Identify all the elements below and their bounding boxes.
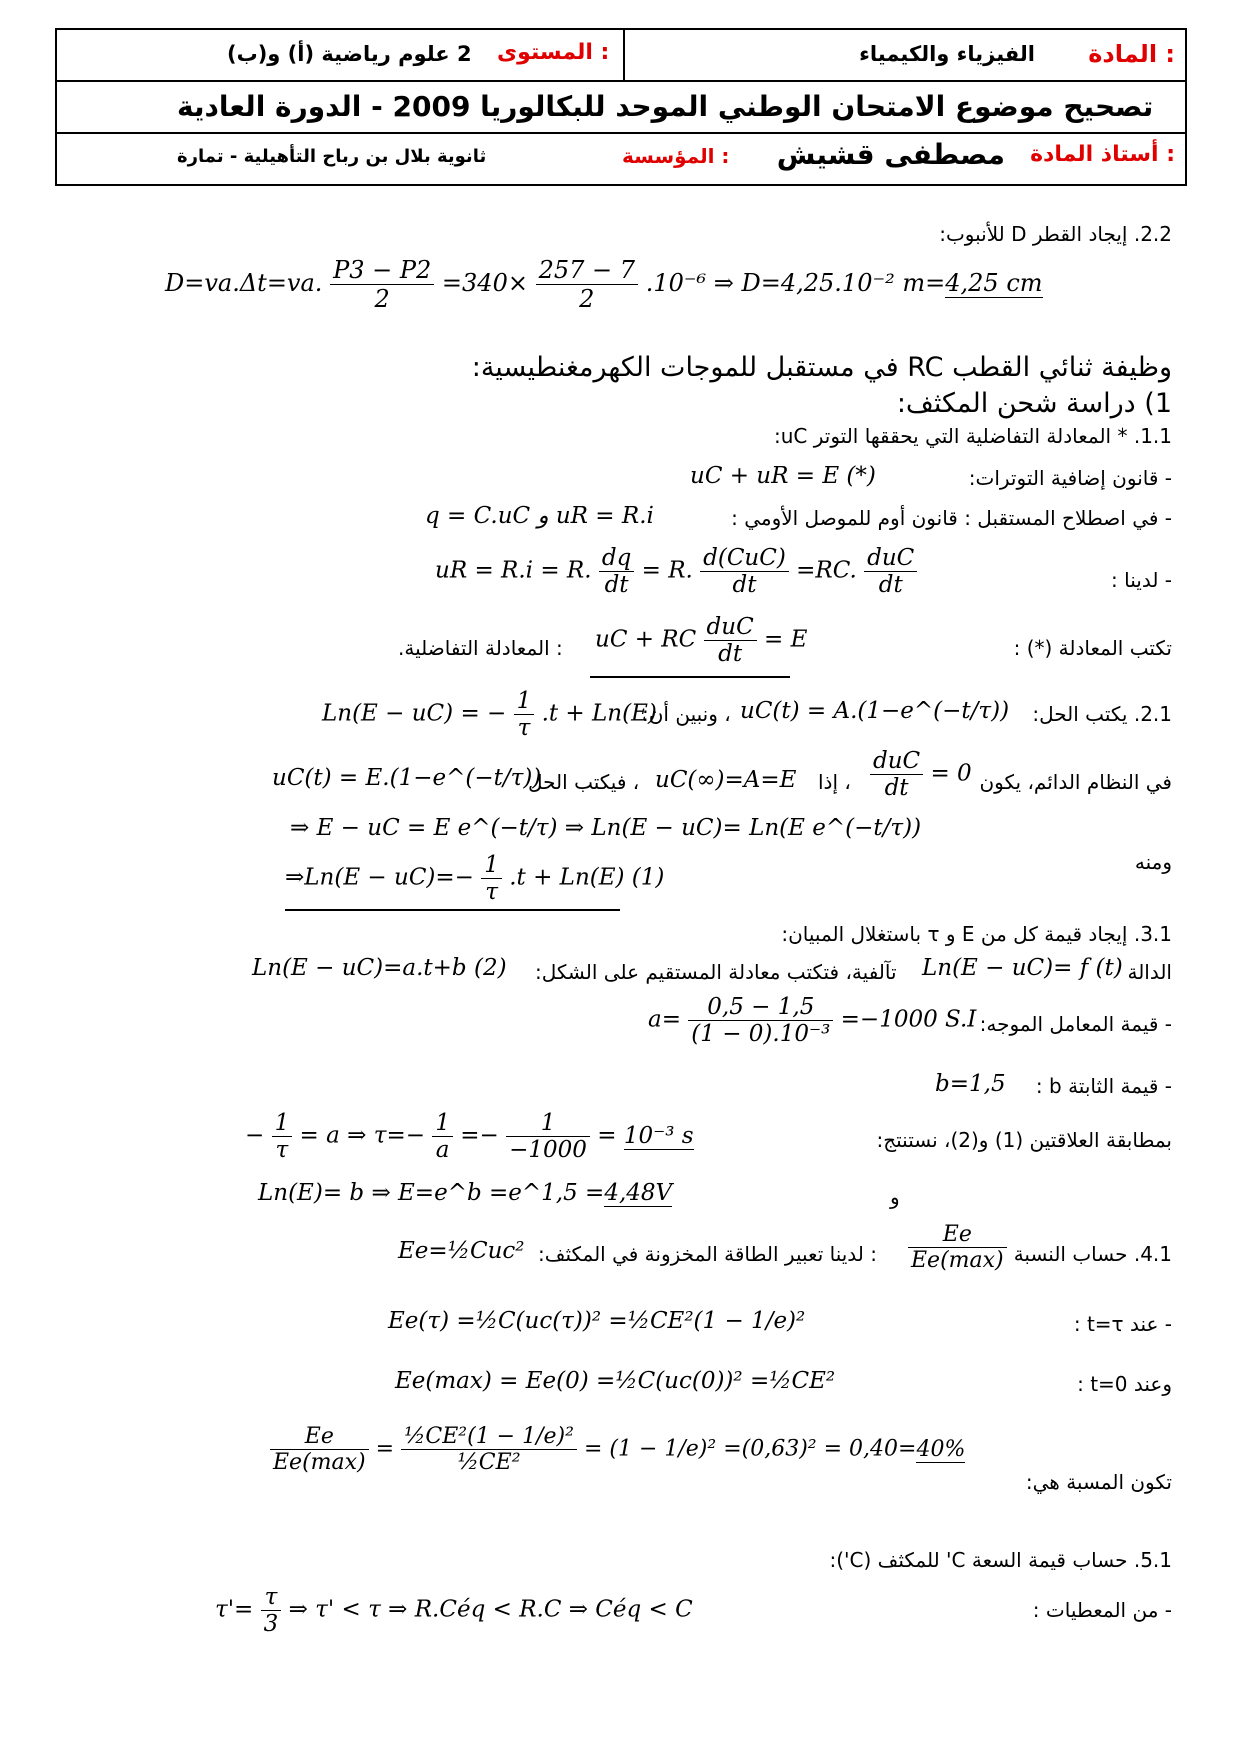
sub1-title: 1) دراسة شحن المكثف: xyxy=(896,388,1172,419)
s31-line-eq: Ln(E − uC)=a.t+b (2) xyxy=(252,955,507,981)
teacher-name: مصطفى قشيش xyxy=(776,138,1005,171)
header-row-teacher xyxy=(57,134,1185,184)
s51-eq: τ'= $\frac{\tau}{3}$ ⇒ τ' < τ ⇒ R.Céq < R.C ⇒ Céq < C xyxy=(215,1584,693,1637)
s31-E-result: 4,48V xyxy=(604,1180,673,1206)
s21-steady-eq: $\frac{\text{duC}}{dt}$ = 0 xyxy=(870,748,972,801)
s41-label: 4.1. حساب النسبة xyxy=(1013,1242,1172,1266)
header-row-title xyxy=(57,82,1185,134)
s41-energy: Ee=½Cuc² xyxy=(398,1238,525,1264)
s11-add-label: - قانون إضافية التوترات: xyxy=(968,466,1172,490)
s11-diff-label: : المعادلة التفاضلية. xyxy=(398,636,563,660)
s41-text: : لدينا تعبير الطاقة المخزونة في المكثف: xyxy=(538,1242,877,1266)
s51-given-label: - من المعطيات : xyxy=(1032,1598,1172,1622)
school-label: المؤسسة : xyxy=(622,144,730,168)
teacher-label: أستاذ المادة : xyxy=(1030,142,1175,167)
s31-title: 3.1. إيجاد قيمة كل من E و τ باستغلال المبيان: xyxy=(781,922,1172,946)
s31-slope-eq: a= $\frac{0,5 - 1,5}{\text{(1 − 0).10⁻³}}$ =−1000 S.I xyxy=(648,994,977,1047)
subject-label: المادة : xyxy=(1088,40,1175,68)
s21-show: ، ونبين أن: xyxy=(642,702,731,726)
school-value: ثانوية بلال بن رباح التأهيلية - تمارة xyxy=(177,146,487,167)
s41-at-0-label: وعند t=0 : xyxy=(1077,1372,1172,1396)
s21-underline xyxy=(285,909,620,911)
s31-slope-label: - قيمة المعامل الموجه: xyxy=(979,1012,1172,1036)
s21-sol-label: ، فيكتب الحل xyxy=(528,770,640,794)
s21-step2: ⇒Ln(E − uC)=− $\frac{1}{\tau}$ .t + Ln(E) (1) xyxy=(285,852,665,905)
header-table xyxy=(55,28,1187,186)
s11-write-label: تكتب المعادلة (*) : xyxy=(1013,636,1172,660)
s31-b-label: - قيمة الثابتة b : xyxy=(1035,1074,1172,1098)
s21-sol2: uC(t) = E.(1−e^(−t/τ)) xyxy=(272,765,542,791)
s41-ratio-result: 40% xyxy=(916,1436,966,1462)
subject-value: الفيزياء والكيمياء xyxy=(859,42,1035,66)
s11-ohm-eq: q = C.uC و uR = R.i xyxy=(425,503,654,529)
s22-equation: D=va.Δt=va. $\frac{P3 - P2}{2}$ =340× $\frac{257 - 7}{2}$ .10⁻⁶ ⇒ D=4,25.10⁻² m=4,25 cm xyxy=(165,256,1043,313)
s22-title: 2.2. إيجاد القطر D للأنبوب: xyxy=(939,222,1172,246)
s31-E-eq: Ln(E)= b ⇒ E=e^b =e^1,5 =4,48V xyxy=(258,1180,673,1206)
s11-have-label: - لدينا : xyxy=(1111,568,1172,592)
s21-step1: ⇒ E − uC = E e^(−t/τ) ⇒ Ln(E − uC)= Ln(E e^(−t/τ)) xyxy=(290,815,922,841)
s21-steady-label: في النظام الدائم، يكون xyxy=(979,770,1172,794)
s21-sol: uC(t) = A.(1−e^(−t/τ)) xyxy=(740,698,1010,724)
s31-compare-label: بمطابقة العلاقتين (1) و(2)، نستنتج: xyxy=(876,1128,1172,1152)
part-title: وظيفة ثنائي القطب RC في مستقبل للموجات الكهرمغنطيسية: xyxy=(471,352,1172,383)
s31-and: و xyxy=(890,1185,900,1209)
s51-title: 5.1. حساب قيمة السعة C' للمكثف (C'): xyxy=(829,1548,1172,1572)
s21-hence: ومنه xyxy=(1134,850,1172,874)
exam-title: تصحيح موضوع الامتحان الوطني الموحد للبكالوريا 2009 - الدورة العادية xyxy=(177,90,1154,123)
s21-label: 2.1. يكتب الحل: xyxy=(1032,702,1172,726)
s11-title: 1.1. * المعادلة التفاضلية التي يحققها التوتر uC: xyxy=(774,424,1172,448)
level-label: المستوى : xyxy=(497,40,610,65)
s11-ohm-label: - في اصطلاح المستقبل : قانون أوم للموصل الأومي : xyxy=(731,506,1172,530)
s41-at-tau-eq: Ee(τ) =½C(uc(τ))² =½CE²(1 − 1/e)² xyxy=(388,1308,806,1334)
s11-have-eq: uR = R.i = R. $\frac{dq}{dt}$ = R. $\frac{\text{d(CuC)}}{dt}$ =RC. $\frac{\text{duC}}{dt}$ xyxy=(435,545,917,598)
header-row-subject xyxy=(57,30,1185,82)
s21-eq: Ln(E − uC) = − $\frac{1}{\tau}$ .t + Ln(E) xyxy=(322,688,657,741)
s31-tau-result: 10⁻³ s xyxy=(623,1122,694,1149)
s41-ratio-label: تكون المسبة هي: xyxy=(1025,1470,1172,1494)
s41-at-tau-label: - عند t=τ : xyxy=(1073,1312,1172,1336)
s41-ratio-eq: $\frac{Ee}{Ee(\max)}$ = $\frac{\text{½CE²(1 − 1/e)²}}{\text{½CE²}}$ = (1 − 1/e)² =(0,63)² = 0,40=40% xyxy=(270,1424,965,1475)
level-value: 2 علوم رياضية (أ) و(ب) xyxy=(227,42,472,66)
s21-then: ، إذا xyxy=(818,770,851,794)
s31-b-eq: b=1,5 xyxy=(935,1071,1006,1097)
s41-ratio: $\frac{Ee}{Ee(\max)}$ xyxy=(908,1222,1007,1273)
s11-diff-eq: uC + RC $\frac{\text{duC}}{dt}$ = E xyxy=(595,614,808,667)
s11-diff-underline xyxy=(590,676,790,678)
s11-add-eq: uC + uR = E (*) xyxy=(690,463,876,489)
s41-at-0-eq: Ee(max) = Ee(0) =½C(uc(0))² =½CE² xyxy=(395,1368,836,1394)
s21-then-eq: uC(∞)=A=E xyxy=(655,767,797,793)
s31-func-text: تآلفية، فتكتب معادلة المستقيم على الشكل: xyxy=(535,960,897,984)
s31-func-label: الدالة xyxy=(1127,960,1172,984)
s31-tau-eq: − $\frac{1}{\tau}$ = a ⇒ τ=− $\frac{1}{a}$ =− $\frac{1}{-1000}$ = 10⁻³ s xyxy=(245,1110,694,1163)
s31-func-eq: Ln(E − uC)= f (t) xyxy=(922,955,1123,981)
s22-result: 4,25 cm xyxy=(945,269,1043,297)
